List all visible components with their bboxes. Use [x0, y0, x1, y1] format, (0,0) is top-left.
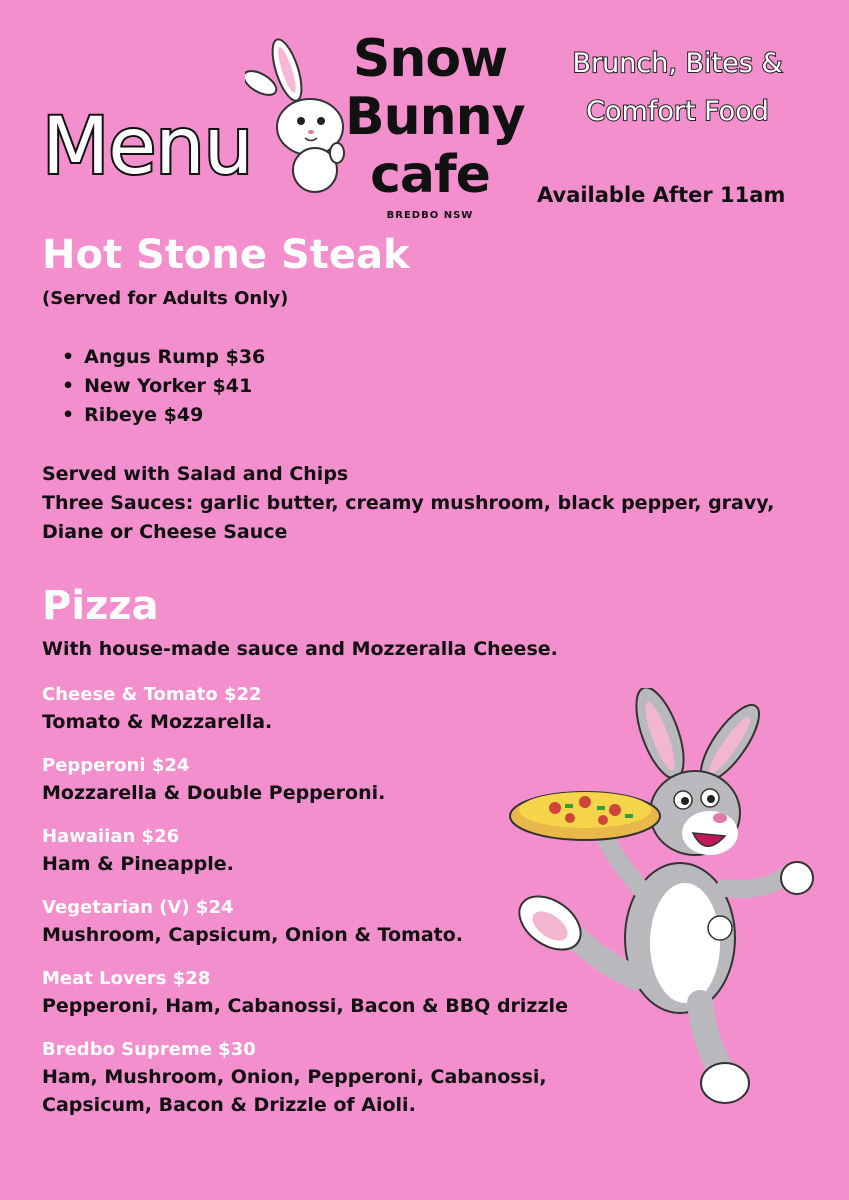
pizza-name: Hawaiian $26	[42, 826, 180, 847]
pizza-name: Pepperoni $24	[42, 755, 190, 776]
steak-sauces: Three Sauces: garlic butter, creamy mushroom, black pepper, gravy, Diane or Cheese Sauce	[42, 492, 775, 543]
menu-heading: Menu	[42, 102, 253, 192]
pizza-name: Bredbo Supreme $30	[42, 1039, 256, 1060]
brand-line-2: Bunny	[345, 87, 525, 147]
brand-location: BREDBO NSW	[386, 210, 474, 221]
pizza-section-title: Pizza	[42, 583, 159, 629]
availability-note: Available After 11am	[537, 183, 786, 207]
bunny-logo-icon	[245, 35, 355, 195]
bunny-pizza-illustration-icon	[505, 688, 825, 1108]
pizza-description: Mozzarella & Double Pepperoni.	[42, 782, 386, 804]
steak-sides	[42, 460, 822, 547]
steak-item: • Angus Rump $36	[62, 343, 265, 372]
brand-line-3: cafe	[370, 145, 490, 205]
tagline	[560, 40, 795, 136]
steak-section-title: Hot Stone Steak	[42, 232, 410, 278]
steak-item: • New Yorker $41	[62, 372, 265, 401]
pizza-description: Tomato & Mozzarella.	[42, 711, 273, 733]
cafe-logo	[345, 29, 525, 222]
steak-sides-line-1: Served with Salad and Chips	[42, 463, 349, 485]
tagline-line-2: Comfort Food	[586, 96, 769, 127]
pizza-name: Vegetarian (V) $24	[42, 897, 234, 918]
pizza-intro: With house-made sauce and Mozzeralla Cheese.	[42, 638, 558, 660]
pizza-description: Pepperoni, Ham, Cabanossi, Bacon & BBQ drizzle	[42, 995, 568, 1017]
steak-list	[62, 343, 265, 430]
pizza-name: Cheese & Tomato $22	[42, 684, 262, 705]
tagline-line-1: Brunch, Bites &	[572, 48, 783, 79]
pizza-description: Ham, Mushroom, Onion, Pepperoni, Cabanossi, Capsicum, Bacon & Drizzle of Aioli.	[42, 1066, 547, 1116]
steak-note: (Served for Adults Only)	[42, 288, 289, 309]
pizza-description: Mushroom, Capsicum, Onion & Tomato.	[42, 924, 464, 946]
brand-line-1: Snow	[352, 29, 508, 89]
pizza-description: Ham & Pineapple.	[42, 853, 234, 875]
pizza-name: Meat Lovers $28	[42, 968, 211, 989]
steak-item: • Ribeye $49	[62, 401, 265, 430]
